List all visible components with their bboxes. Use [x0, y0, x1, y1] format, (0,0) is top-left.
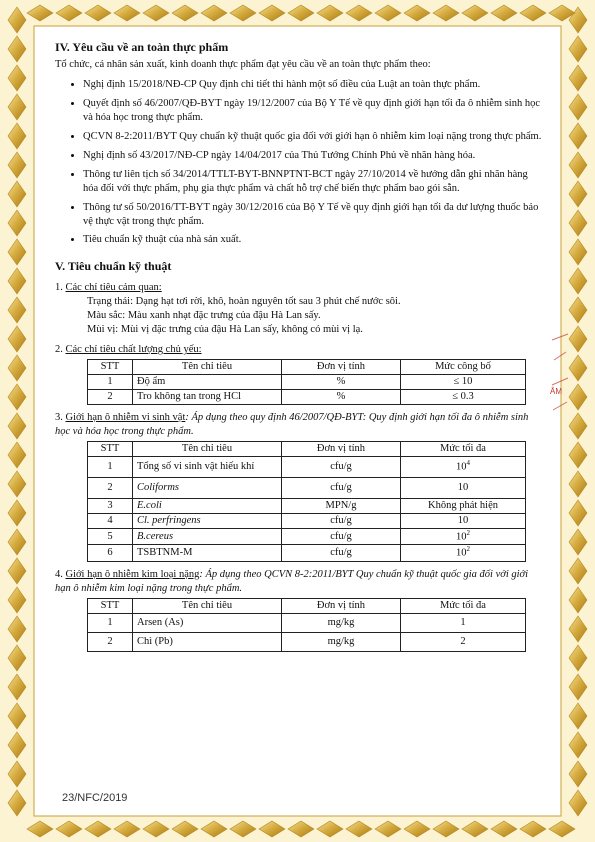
table-cell: Coliforms — [133, 477, 282, 498]
red-stamp-mark — [548, 330, 572, 430]
document-page — [55, 40, 545, 652]
table-cell: mg/kg — [282, 613, 401, 632]
table-header: Mức tối đa — [401, 441, 526, 456]
table-row — [88, 375, 526, 390]
table-cell: 6 — [88, 545, 133, 561]
table-cell: E.coli — [133, 498, 282, 513]
table-cell: 1 — [88, 375, 133, 390]
sensory-line: Mùi vị: Mùi vị đặc trưng của đậu Hà Lan sấy, không có mùi vị lạ. — [87, 324, 363, 336]
microbe-num: 3. — [55, 412, 66, 424]
table-header: Đơn vị tính — [282, 441, 401, 456]
table-cell: Tro không tan trong HCl — [133, 390, 282, 405]
table-row — [88, 456, 526, 477]
metal-heading — [55, 568, 545, 596]
table-row — [88, 513, 526, 528]
list-item: • QCVN 8-2:2011/BYT Quy chuẩn kỹ thuật quốc gia đối với giới hạn ô nhiễm kim loại nặng trong thực phẩm. — [83, 130, 545, 144]
table-row — [88, 632, 526, 651]
section-v-title: V. Tiêu chuẩn kỹ thuật — [55, 259, 172, 274]
table-cell: % — [282, 375, 401, 390]
table-header: Mức tối đa — [401, 598, 526, 613]
list-item: • Thông tư số 50/2016/TT-BYT ngày 30/12/2016 của Bộ Y Tế về quy định giới hạn tối đa dư lượng thuốc bảo vệ thực vật trong thực phẩm. — [83, 201, 545, 229]
limit-exponent: 4 — [466, 459, 470, 468]
list-item: • Nghị định số 43/2017/NĐ-CP ngày 14/04/2017 của Thủ Tướng Chính Phủ về nhãn hàng hóa. — [83, 149, 545, 163]
list-item: • Tiêu chuẩn kỹ thuật của nhà sản xuất. — [83, 233, 545, 247]
table-row — [88, 545, 526, 561]
table-cell: cfu/g — [282, 513, 401, 528]
table-cell: 1 — [401, 613, 526, 632]
table-cell: MPN/g — [282, 498, 401, 513]
table-cell: cfu/g — [282, 456, 401, 477]
document-code: 23/NFC/2019 — [62, 792, 128, 804]
limit-value: 10 — [457, 481, 469, 493]
table-cell: mg/kg — [282, 632, 401, 651]
section-iv-title: IV. Yêu cầu về an toàn thực phẩm — [55, 40, 229, 54]
limit-value: 10 — [456, 531, 467, 543]
list-item: • Thông tư liên tịch số 34/2014/TTLT-BYT-BNNPTNT-BCT ngày 27/10/2014 về hướng dẫn ghi nhãn hàng hóa đối với thực phẩm, phụ gia thực phẩm và chất hỗ trợ chế biến thực phẩm bao gói sẵn. — [83, 168, 545, 196]
table-header: Đơn vị tính — [282, 598, 401, 613]
sensory-line: Trạng thái: Dạng hạt tơi rời, khô, hoàn nguyên tốt sau 3 phút chế nước sôi. — [87, 296, 401, 308]
regulation-list — [55, 78, 545, 248]
table-cell: B.cereus — [133, 528, 282, 544]
table-cell: Độ ẩm — [133, 375, 282, 390]
table-cell: 2 — [401, 632, 526, 651]
sensory-line: Màu sắc: Màu xanh nhạt đặc trưng của đậu Hà Lan sấy. — [87, 310, 321, 322]
metal-title: Giới hạn ô nhiễm kim loại nặng — [65, 568, 200, 580]
sensory-title: Các chỉ tiêu cảm quan: — [65, 282, 162, 294]
table-cell: 2 — [88, 477, 133, 498]
table-cell — [401, 456, 526, 477]
list-item: • Quyết định số 46/2007/QĐ-BYT ngày 19/12/2007 của Bộ Y Tế về quy định giới hạn tối đa ô nhiễm sinh học và hóa học trong thực phẩm. — [83, 97, 545, 125]
table-row — [88, 477, 526, 498]
quality-title: Các chỉ tiêu chất lượng chủ yếu: — [65, 344, 202, 356]
table-cell: ≤ 0.3 — [401, 390, 526, 405]
table-header: STT — [88, 598, 133, 613]
microbe-title: Giới hạn ô nhiễm vi sinh vật — [65, 412, 186, 424]
table-header: Tên chỉ tiêu — [133, 441, 282, 456]
table-cell: 2 — [88, 632, 133, 651]
table-cell: cfu/g — [282, 477, 401, 498]
sensory-heading — [55, 281, 545, 295]
table-cell: % — [282, 390, 401, 405]
microbe-table — [87, 441, 526, 562]
metal-note: : Áp dụng theo QCVN 8-2:2011/BYT Quy chuẩn kỹ thuật quốc gia đối với giới hạn ô nhiễm kim loại nặng trong thực phẩm. — [55, 568, 529, 594]
table-row — [88, 390, 526, 405]
table-row — [88, 528, 526, 544]
table-header: Đơn vị tính — [282, 360, 401, 375]
table-cell: Chì (Pb) — [133, 632, 282, 651]
table-cell — [401, 545, 526, 561]
section-iv-intro: Tổ chức, cá nhân sản xuất, kinh doanh thực phẩm đạt yêu cầu về an toàn thực phẩm theo: — [55, 58, 431, 70]
table-header: STT — [88, 360, 133, 375]
list-item: • Nghị định 15/2018/NĐ-CP Quy định chi tiết thi hành một số điều của Luật an toàn thực phẩm. — [83, 78, 545, 92]
table-header: Tên chỉ tiêu — [133, 360, 282, 375]
table-cell — [401, 528, 526, 544]
table-cell: 1 — [88, 613, 133, 632]
table-cell — [401, 477, 526, 498]
table-row — [88, 613, 526, 632]
table-cell: ≤ 10 — [401, 375, 526, 390]
table-cell: Cl. perfringens — [133, 513, 282, 528]
table-cell: 4 — [88, 513, 133, 528]
table-row — [88, 498, 526, 513]
table-cell: 1 — [88, 456, 133, 477]
table-cell: TSBTNM-M — [133, 545, 282, 561]
limit-exponent: 2 — [466, 545, 470, 554]
limit-value: 10 — [456, 461, 467, 473]
table-cell: Tổng số vi sinh vật hiếu khí — [133, 456, 282, 477]
table-cell: 5 — [88, 528, 133, 544]
limit-value: 10 — [456, 547, 467, 559]
table-cell: cfu/g — [282, 528, 401, 544]
limit-value: Không phát hiện — [428, 499, 498, 511]
table-header: STT — [88, 441, 133, 456]
quality-heading — [55, 343, 545, 357]
limit-value: 10 — [457, 514, 469, 526]
table-cell: 2 — [88, 390, 133, 405]
table-cell — [401, 498, 526, 513]
quality-table — [87, 359, 526, 405]
limit-exponent: 2 — [466, 528, 470, 537]
stamp-text: ÂM — [550, 387, 562, 396]
table-header: Tên chỉ tiêu — [133, 598, 282, 613]
metal-num: 4. — [55, 568, 66, 580]
microbe-heading — [55, 411, 545, 439]
table-cell: cfu/g — [282, 545, 401, 561]
microbe-note: : Áp dụng theo quy định 46/2007/QĐ-BYT: Quy định giới hạn tối đa ô nhiễm sinh học và hóa học trong thực phẩm. — [55, 412, 529, 437]
sensory-num: 1. — [55, 282, 66, 294]
table-cell: Arsen (As) — [133, 613, 282, 632]
table-cell — [401, 513, 526, 528]
table-header: Mức công bố — [401, 360, 526, 375]
quality-num: 2. — [55, 344, 66, 356]
metal-table — [87, 598, 526, 652]
table-cell: 3 — [88, 498, 133, 513]
